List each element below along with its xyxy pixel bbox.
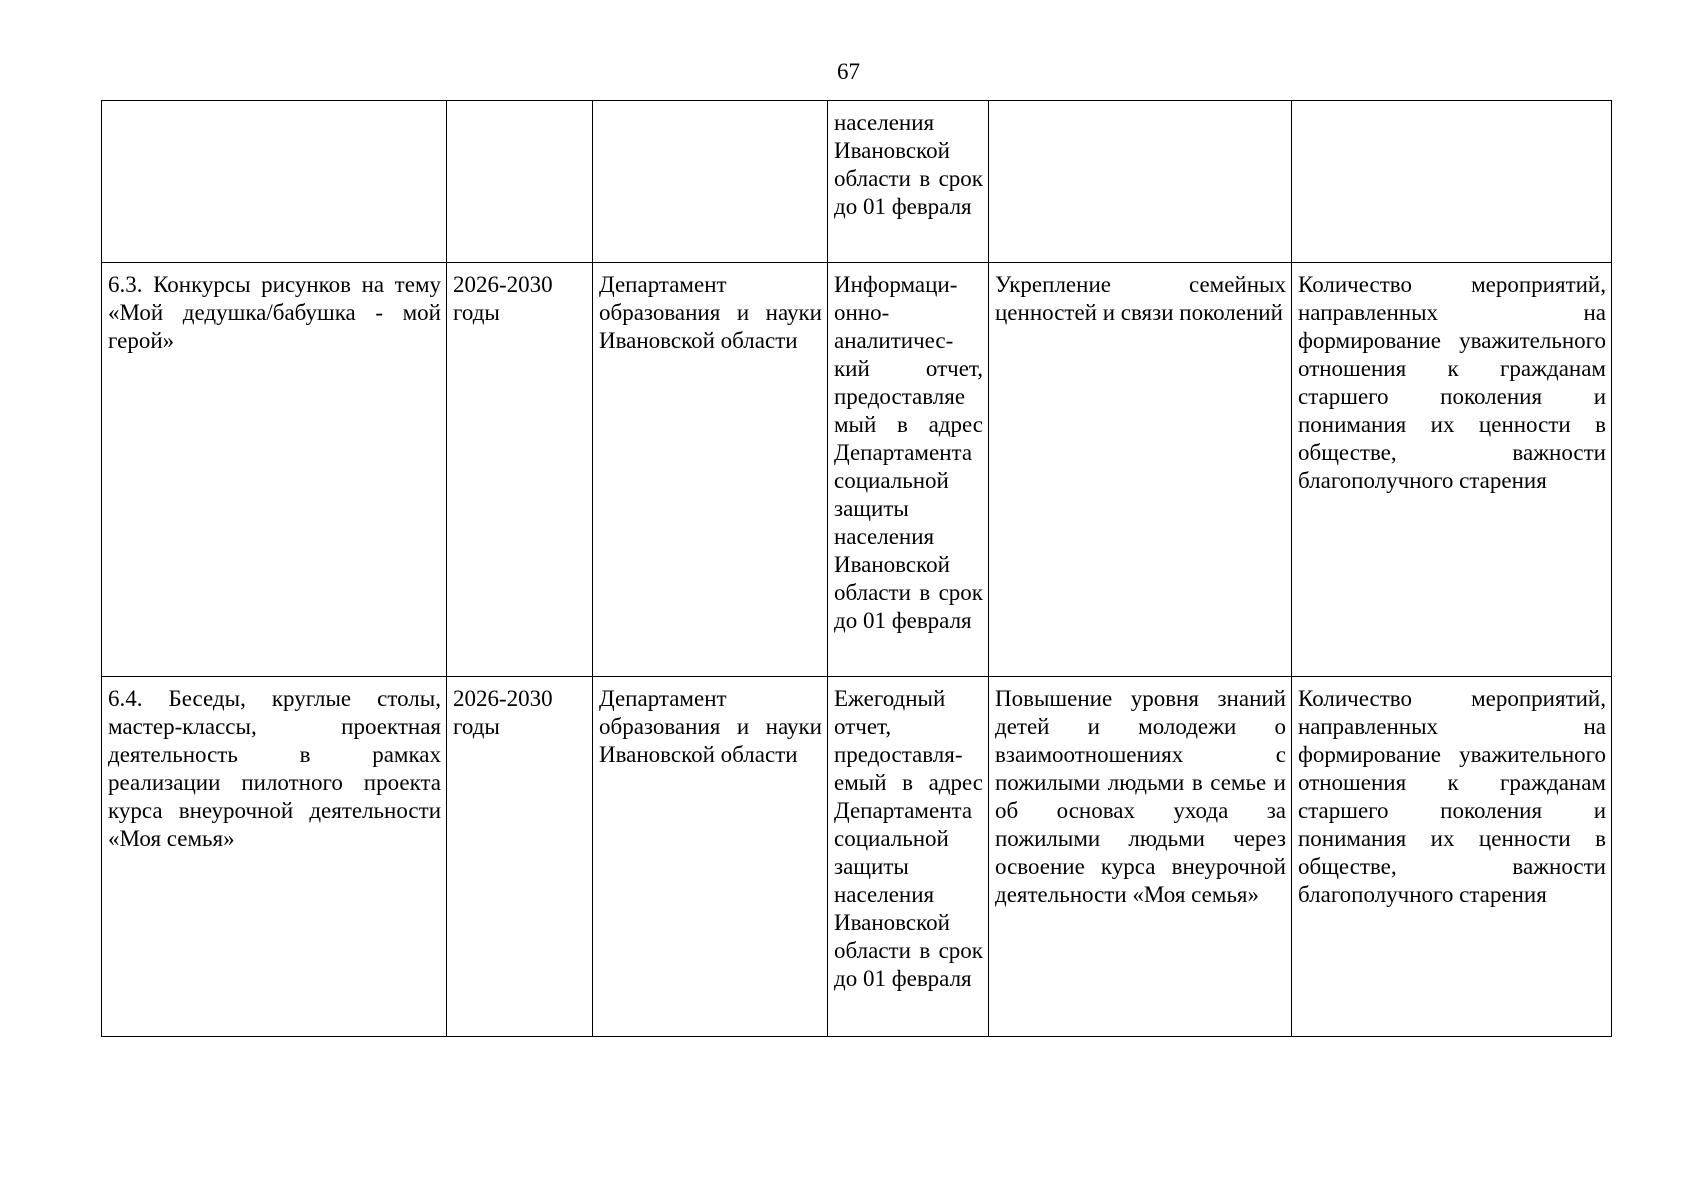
table-row bbox=[102, 101, 1612, 263]
result-cell: Укрепление семейных ценностей и связи поколений bbox=[989, 263, 1292, 677]
report-cell: Ежегодный отчет, предоставля-емый в адрес Департамента социальной защиты населения Ивановской области в срок до 01 февраля bbox=[828, 677, 989, 1037]
report-cell: населения Ивановской области в срок до 01 февраля bbox=[828, 101, 989, 263]
executor-cell: Департамент образования и науки Ивановской области bbox=[593, 263, 828, 677]
result-cell bbox=[989, 101, 1292, 263]
period-cell: 2026-2030 годы bbox=[447, 263, 593, 677]
measure-cell: 6.3. Конкурсы рисунков на тему «Мой дедушка/бабушка - мой герой» bbox=[102, 263, 447, 677]
table-row bbox=[102, 677, 1612, 1037]
executor-cell: Департамент образования и науки Ивановской области bbox=[593, 677, 828, 1037]
period-cell: 2026-2030 годы bbox=[447, 677, 593, 1037]
result-cell: Повышение уровня знаний детей и молодежи о взаимоотношениях с пожилыми людьми в семье и об основах ухода за пожилыми людьми через освоение курса внеурочной деятельности «Моя семья» bbox=[989, 677, 1292, 1037]
measure-cell bbox=[102, 101, 447, 263]
executor-cell bbox=[593, 101, 828, 263]
indicator-cell: Количество мероприятий, направленных на формирование уважительного отношения к гражданам старшего поколения и понимания их ценности в обществе, важности благополучного старения bbox=[1292, 677, 1612, 1037]
indicator-cell bbox=[1292, 101, 1612, 263]
indicator-cell: Количество мероприятий, направленных на формирование уважительного отношения к гражданам старшего поколения и понимания их ценности в обществе, важности благополучного старения bbox=[1292, 263, 1612, 677]
page-number: 67 bbox=[837, 59, 860, 84]
report-cell: Информаци-онно-аналитичес-кий отчет, предоставляе мый в адрес Департамента социальной защиты населения Ивановской области в срок до 01 февраля bbox=[828, 263, 989, 677]
measures-table bbox=[101, 100, 1612, 1037]
period-cell bbox=[447, 101, 593, 263]
measure-cell: 6.4. Беседы, круглые столы, мастер-классы, проектная деятельность в рамках реализации пилотного проекта курса внеурочной деятельности «Моя семья» bbox=[102, 677, 447, 1037]
table-row bbox=[102, 263, 1612, 677]
